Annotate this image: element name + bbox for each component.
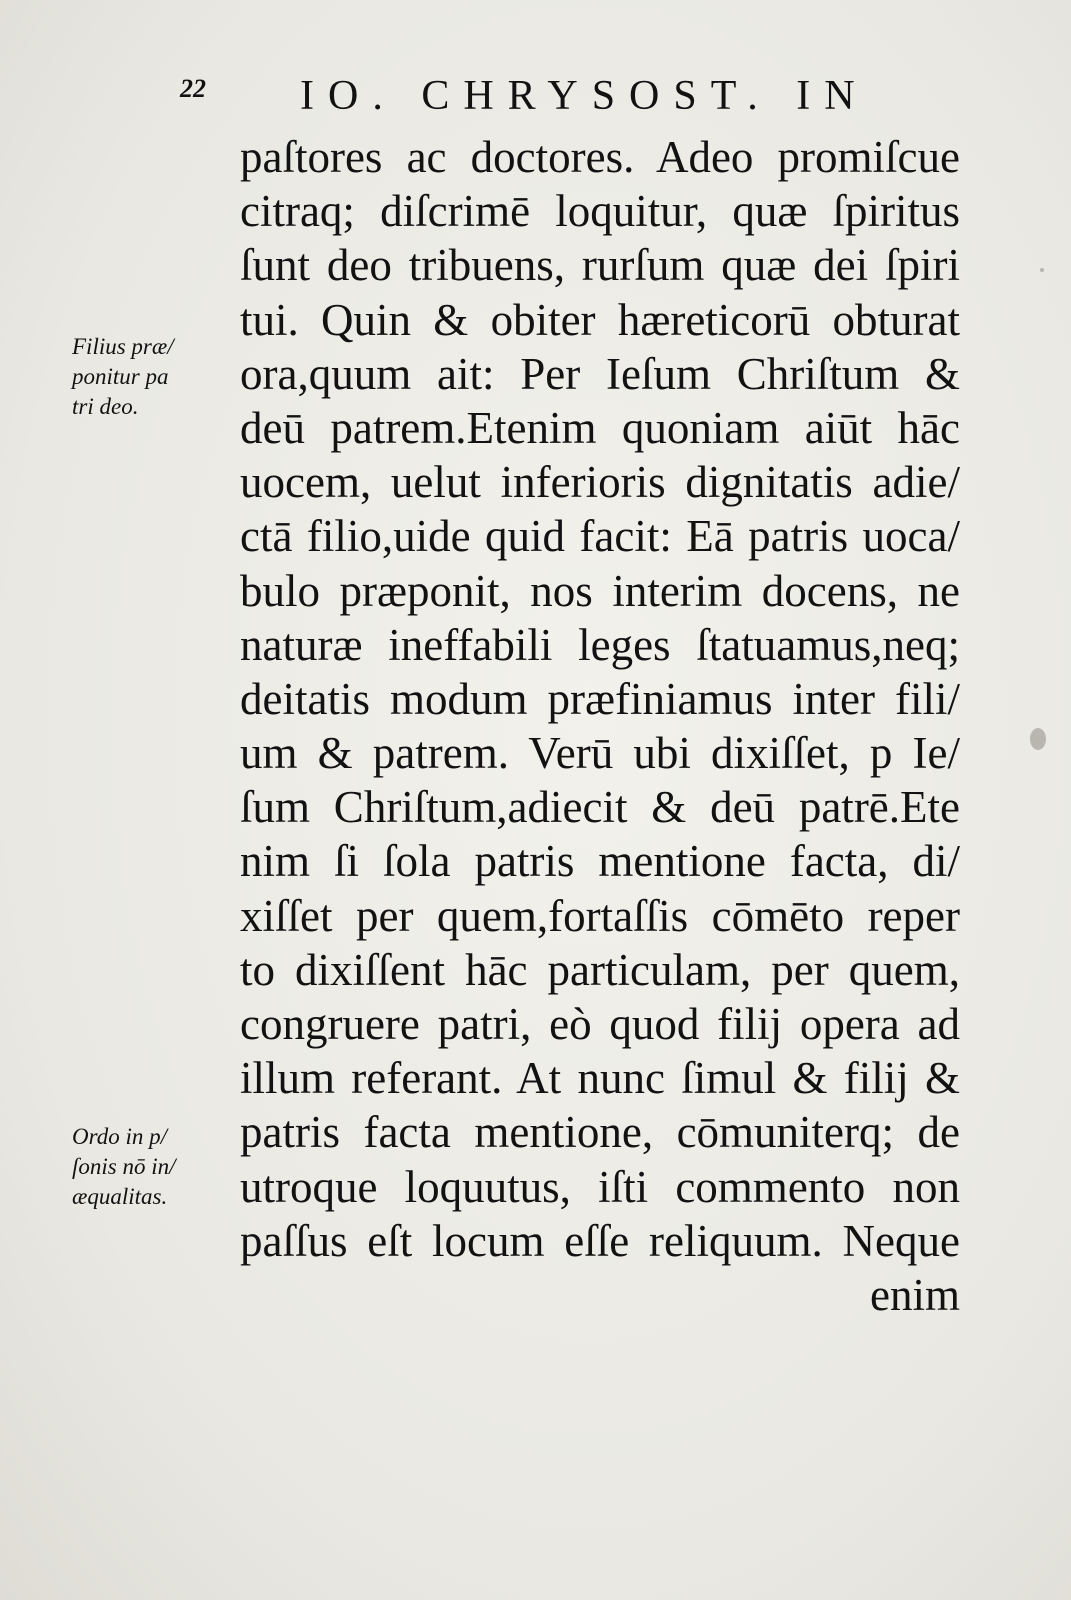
text-line: to dixiſſent hāc particulam, per quem, [240, 944, 960, 995]
marginal-note-line: ſonis nō in/ [72, 1154, 176, 1179]
text-line: congruere patri, eò quod filij opera ad [240, 999, 960, 1049]
marginal-note-line: tri deo. [72, 394, 139, 419]
text-line: tui. Quin & obiter hæreticorū obturat [240, 294, 960, 345]
running-head: IO. CHRYSOST. IN [300, 73, 869, 119]
text-line: ſunt deo tribuens, rurſum quæ dei ſpiri [240, 240, 960, 291]
text-line: citraq; diſcrimē loquitur, quæ ſpiritus [240, 186, 960, 237]
marginal-note-line: ponitur pa [72, 364, 169, 389]
paper-speck [1040, 268, 1044, 272]
paper-speck [1030, 728, 1046, 750]
text-line: illum referant. At nunc ſimul & filij & [240, 1053, 960, 1104]
text-line: patris facta mentione, cōmuniterq; de [240, 1107, 960, 1158]
page-header [0, 68, 1071, 118]
marginal-note [72, 332, 242, 422]
catchword: enim [870, 1269, 960, 1320]
marginal-note [72, 1122, 242, 1212]
text-line: utroque loquutus, iſti commento non [240, 1161, 960, 1212]
text-line: ora,quum ait: Per Ieſum Chriſtum & [240, 348, 960, 399]
text-line: naturæ ineffabili leges ſtatuamus,neq; [240, 619, 960, 670]
page-number: 22 [180, 74, 206, 103]
marginal-note-line: æqualitas. [72, 1184, 168, 1209]
main-text-block [240, 130, 960, 1322]
text-line: paſſus eſt locum eſſe reliquum. Neque [240, 1215, 960, 1266]
text-line: deitatis modum præfiniamus inter fili/ [240, 673, 960, 724]
text-line: ctā filio,uide quid facit: Eā patris uoca/ [240, 511, 960, 562]
marginal-note-line: Filius præ/ [72, 334, 174, 359]
marginal-note-line: Ordo in p/ [72, 1124, 167, 1149]
text-line: xiſſet per quem,fortaſſis cōmēto reper [240, 890, 960, 941]
text-line: ſum Chriſtum,adiecit & deū patrē.Ete [240, 782, 960, 833]
text-line: bulo præponit, nos interim docens, ne [240, 565, 960, 616]
text-line: paſtores ac doctores. Adeo promiſcue [240, 132, 960, 182]
text-line: uocem, uelut inferioris dignitatis adie/ [240, 457, 960, 508]
text-line: um & patrem. Verū ubi dixiſſet, p Ie/ [240, 728, 960, 779]
text-line: nim ſi ſola patris mentione facta, di/ [240, 836, 960, 887]
text-line: deū patrem.Etenim quoniam aiūt hāc [240, 402, 960, 453]
